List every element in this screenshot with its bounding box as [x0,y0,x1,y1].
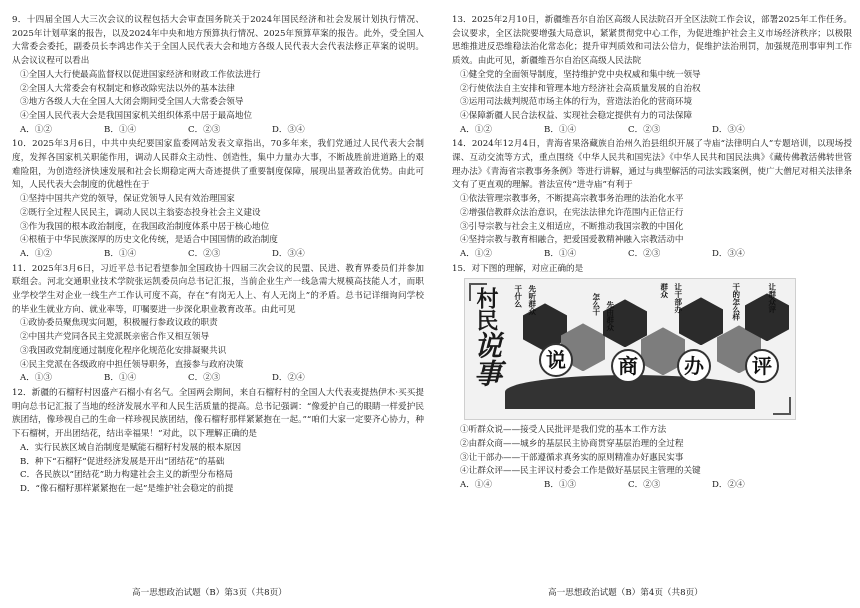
choice-a[interactable]: A．①③ [20,373,52,384]
choice-d[interactable]: D．③④ [712,124,745,135]
option: ②全国人大常委会有权制定和修改除宪法以外的基本法律 [20,83,235,94]
poster-caption: 让干部办 [673,283,683,314]
option: ①健全党的全面领导制度，坚持维护党中央权威和集中统一领导 [460,69,701,80]
option: ①坚持中国共产党的领导，保证党领导人民有效治理国家 [20,194,235,205]
question-11-stem: 11．2025年3月6日，习近平总书记看望参加全国政协十四届三次会议的民盟、民进、教育界委员们并参加联组会。河北交通职业技术学院张运凯委员向总书记汇报，当前企业生产一线急需大规模高技能人才，而职业学校学生对企业一线生产工作认可度不高，存在“有岗无人上、有人无岗上”的矛盾。总书记详细询问学校的毕业生就业方向、就业率等，叮嘱要进一步深化职业教育改革。由此可见 [12,263,424,315]
page-footer-right: 高一思想政治试题（B）第4页（共8页） [548,588,703,598]
choice-d[interactable]: D．②④ [712,480,745,491]
choice-c[interactable]: C．②③ [628,248,661,259]
question-15 [452,263,852,493]
big-char-ban: 办 [677,349,711,383]
poster-caption: 干什么 [513,285,523,308]
choice-d[interactable]: D．②④ [272,373,305,384]
poster-caption: 先听群众 [527,285,537,316]
choice-b[interactable]: B．种下“石榴籽”促进经济发展是开出“团结花”的基础 [20,456,225,467]
option: ②既行全过程人民民主，调动人民以主翁姿态投身社会主义建设 [20,207,261,218]
question-14 [452,138,852,261]
question-13 [452,14,852,137]
option: ②由群众商——城乡的基层民主协商贯穿基层治理的全过程 [460,439,684,450]
choice-a[interactable]: A．实行民族区域自治制度是赋能石榴籽村发展的根本原因 [20,442,242,453]
choice-c[interactable]: C．②③ [188,124,221,135]
answer-choices [452,124,852,138]
choice-a[interactable]: A．①② [460,248,492,259]
question-14-stem: 14．2024年12月4日，青海省果洛藏族自治州久治县组织开展了寺庙“法律明白人”专题培训，以现场授课、互动交流等方式，重点围绕《中华人民共和国宪法》《中华人民共和国民法典》《藏传佛教活佛转世管理办法》《青海省宗教事务条例》等进行讲解，通过与典型解活的司法实践案例，使广大僧尼对相关法律条文有了更直观的理解。普法宣传“进寺庙”有利于 [452,139,852,191]
choice-c[interactable]: C．②③ [628,124,661,135]
option: ③引导宗教与社会主义相适应，不断推动我国宗教的中国化 [460,221,684,232]
choice-a[interactable]: A．①② [20,124,52,135]
option: ④全国人民代表大会是我国国家机关组织体系中居于最高地位 [20,110,253,121]
answer-choices [12,124,424,138]
question-11 [12,263,424,386]
choice-a[interactable]: A．①② [460,124,492,135]
option: ④保障新疆人民合法权益、实现社会稳定提供有力的司法保障 [460,110,693,121]
choice-c[interactable]: C．②③ [188,373,221,384]
question-12 [12,387,424,497]
option: ②中国共产党同各民主党派既亲密合作又相互领导 [20,332,210,343]
choice-b[interactable]: B．①④ [104,124,137,135]
choice-b[interactable]: B．①④ [544,124,577,135]
choice-d[interactable]: D．③④ [272,248,305,259]
question-12-stem: 12．新疆的石榴籽村因盛产石榴小有名气。全国两会期间，来自石榴籽村的全国人大代表麦提热伊木·买买提明向总书记汇报了当地的经济发展水平和人民生活质量的提高。总书记强调：“像爱护自己的眼睛一样爱护民族团结，像珍视自己的生命一样珍视民族团结，像石榴籽那样紧紧抱在一起。”“咱们大家一定要齐心协力，种下石榴树，开出团结花，结出幸福果！”对此，以下理解正确的是 [12,387,424,440]
option: ②增强信教群众法治意识，在宪法法律允许范围内正信正行 [460,207,684,218]
poster-title [470,287,507,388]
choice-d[interactable]: D．“像石榴籽那样紧紧抱在一起”是维护社会稳定的前提 [20,483,234,494]
answer-choices [452,479,852,493]
option: ③地方各级人大在全国人大闭会期间受全国人大常委会领导 [20,97,244,108]
poster-caption: 让群众评 [767,283,777,314]
option: ④坚持宗教与教育相融合，把爱国爱教精神融入宗教活动中 [460,235,684,246]
option: ④根植于中华民族深厚的历史文化传统，是适合中国国情的政治制度 [20,235,278,246]
choice-c[interactable]: C．②③ [628,480,661,491]
page-footer-left: 高一思想政治试题（B）第3页（共8页） [132,588,287,598]
choice-b[interactable]: B．①④ [104,373,137,384]
answer-choices [12,372,424,386]
poster-caption: 怎么干 [591,293,601,316]
option: ④让群众评——民主评议村委会工作是做好基层民主管理的关键 [460,466,701,477]
poster-caption: 干的怎么样 [731,283,741,321]
choice-b[interactable]: B．①④ [544,248,577,259]
poster-caption: 群众 [659,283,669,299]
right-page [452,14,852,494]
choice-c[interactable]: C．②③ [188,248,221,259]
choice-a[interactable]: A．①② [20,248,52,259]
hex-tile [679,297,723,345]
question-10 [12,138,424,261]
big-char-shang: 商 [611,349,645,383]
option: ①听群众说——接受人民批评是我们党的基本工作方法 [460,425,667,436]
question-9 [12,14,424,137]
option: ③作为我国的根本政治制度，在我国政治制度体系中居于核心地位 [20,221,270,232]
big-char-ping: 评 [745,349,779,383]
question-10-stem: 10．2025年3月6日，中共中央纪要国家监委网站发表文章指出，70多年来，我们党通过人民代表大会制度，发挥各国家机关职能作用，调动人民群众主动性、创造性，集中力量办大事，不断战胜前进道路上的艰难险阻，为创造经济快速发展和社会长期稳定两大奇迹提供了重要制度保障，展现出显著政治优势。由此可知，人民代表大会制度的优越性在于 [12,139,424,191]
option: ①依法管理宗教事务，不断提高宗教事务治理的法治化水平 [460,194,684,205]
poster-caption: 先由群众 [605,301,615,332]
option: ③我国政党制度通过制度化程序化规范化安排凝聚共识 [20,345,227,356]
question-9-stem: 9．十四届全国人大三次会议的议程包括大会审查国务院关于2024年国民经济和社会发展计划执行情况、2025年计划草案的报告，以及2024年中央和地方预算执行情况、2025年预算草案的报告。此外，受全国人大常委会委托，副委员长李鸿忠作关于全国人民代表大会和地方各级人民代表大会代表法修正草案的说明。从会议议程可以看出 [12,15,424,67]
poster-title-top: 村民 [473,287,499,332]
poster-title-bottom: 说事 [470,331,503,388]
option: ①政协委员聚焦现实问题，积极履行参政议政的职责 [20,318,218,329]
choice-c[interactable]: C．各民族以“团结花”助力构建社会主义的新型分布格局 [20,470,234,481]
big-char-shuo: 说 [539,343,573,377]
option: ④民主党派在各级政府中担任领导职务，直接参与政府决策 [20,359,244,370]
left-page [12,14,424,497]
option: ③运用司法裁判规范市场主体的行为，营造法治化的营商环境 [460,97,693,108]
choice-b[interactable]: B．①③ [544,480,577,491]
answer-choices [12,248,424,262]
poster-corner [773,397,791,415]
village-talk-poster [464,278,796,420]
answer-choices [452,248,852,262]
choice-d[interactable]: D．③④ [712,248,745,259]
choice-a[interactable]: A．①④ [460,480,492,491]
question-15-stem: 15．对下图的理解，对应正确的是 [452,263,584,274]
option: ①全国人大行使最高监督权以促进国家经济和财政工作依法进行 [20,69,261,80]
choice-d[interactable]: D．③④ [272,124,305,135]
choice-b[interactable]: B．①④ [104,248,137,259]
option: ②行使依法自主安排和管理本地方经济社会高质量发展的自治权 [460,83,701,94]
option: ③让干部办——干部遵循求真务实的原则精准办好惠民实事 [460,452,684,463]
question-13-stem: 13．2025年2月10日，新疆维吾尔自治区高级人民法院召开全区法院工作会议，部署2025年工作任务。会议要求，全区法院要增强大局意识，紧紧贯彻党中心工作，为促进维护社会主义市场经济秩序；以极限思维推进反恐维稳法治化常态化；提升审判质效和司法公信力，促维护法治刑罚，加强规范刑事审判工作质效。由此可见，新疆维吾尔自治区高级人民法院 [452,15,852,67]
